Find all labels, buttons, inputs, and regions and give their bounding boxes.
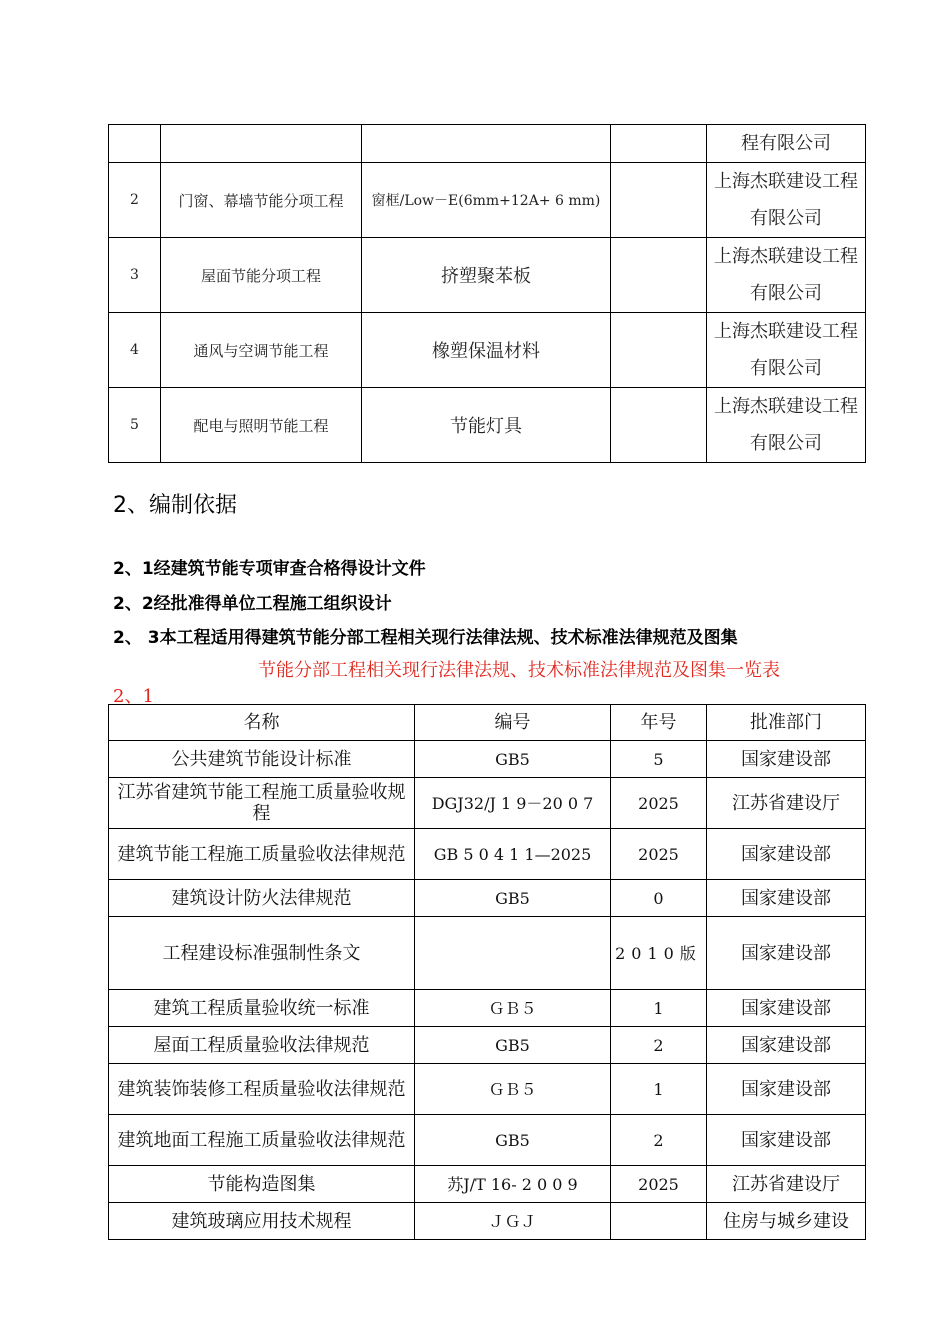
blank-cell [611,238,707,313]
table-row [109,1027,866,1064]
company-name: 上海杰联建设工程有限公司 [707,163,866,238]
subitem-name: 屋面节能分项工程 [161,238,362,313]
approval-dept: 国家建设部 [707,917,866,990]
energy-subitem-table [108,124,866,463]
company-name: 上海杰联建设工程有限公司 [707,388,866,463]
subitem-name: 门窗、幕墙节能分项工程 [161,163,362,238]
header-year: 年号 [611,705,707,741]
header-code: 编号 [415,705,611,741]
standard-name: 屋面工程质量验收法律规范 [109,1027,415,1064]
company-name: 上海杰联建设工程有限公司 [707,238,866,313]
table-row [109,1203,866,1240]
table-row [109,163,866,238]
blank-cell [611,163,707,238]
row-number: 2 [109,163,161,238]
standard-code [415,917,611,990]
standard-name: 公共建筑节能设计标准 [109,741,415,778]
row-number: 4 [109,313,161,388]
standard-name: 建筑工程质量验收统一标准 [109,990,415,1027]
standard-year: 0 [611,880,707,917]
standard-name: 建筑地面工程施工质量验收法律规范 [109,1115,415,1166]
table-row [109,990,866,1027]
standard-name: 节能构造图集 [109,1166,415,1203]
regulations-table [108,704,866,1240]
table-caption: 节能分部工程相关现行法律法规、技术标准法律规范及图集一览表 [258,660,780,681]
table-row [109,238,866,313]
standard-code: ＪＧＪ [415,1203,611,1240]
standard-year: 1 [611,990,707,1027]
approval-dept: 国家建设部 [707,741,866,778]
table-row [109,1115,866,1166]
subitem-name: 通风与空调节能工程 [161,313,362,388]
table-row [109,829,866,880]
table-row [109,313,866,388]
standard-year: 2025 [611,829,707,880]
table-row [109,1166,866,1203]
standard-name: 建筑节能工程施工质量验收法律规范 [109,829,415,880]
material-name: 橡塑保温材料 [362,313,611,388]
standard-name: 建筑设计防火法律规范 [109,880,415,917]
standard-year: 2 [611,1115,707,1166]
approval-dept: 国家建设部 [707,1064,866,1115]
basis-item-2: 2、2经批准得单位工程施工组织设计 [113,594,392,614]
table-row [109,388,866,463]
approval-dept: 国家建设部 [707,1027,866,1064]
table-header-row [109,705,866,741]
header-name: 名称 [109,705,415,741]
standard-name: 建筑玻璃应用技术规程 [109,1203,415,1240]
basis-item-3: 2、 3本工程适用得建筑节能分部工程相关现行法律法规、技术标准法律规范及图集 [113,628,738,648]
approval-dept: 江苏省建设厅 [707,778,866,829]
standard-code: ＧＢ５ [415,990,611,1027]
row-number [109,125,161,163]
approval-dept: 国家建设部 [707,829,866,880]
material-name: 窗框/Low－E(6mm+12A+ 6 mm) [362,163,611,238]
table-row [109,741,866,778]
standard-code: GB5 [415,741,611,778]
standard-year: 2 [611,1027,707,1064]
standard-code: GB5 [415,1115,611,1166]
table-row [109,1064,866,1115]
row-number: 3 [109,238,161,313]
standard-code: GB 5 0 4 1 1—2025 [415,829,611,880]
standard-code: ＧＢ５ [415,1064,611,1115]
section-heading: 2、编制依据 [113,493,237,518]
table-row [109,125,866,163]
blank-cell [611,313,707,388]
company-name: 程有限公司 [707,125,866,163]
material-name: 节能灯具 [362,388,611,463]
material-name [362,125,611,163]
approval-dept: 国家建设部 [707,1115,866,1166]
standard-code: GB5 [415,1027,611,1064]
standard-name: 江苏省建筑节能工程施工质量验收规程 [109,778,415,829]
standard-code: GB5 [415,880,611,917]
row-number: 5 [109,388,161,463]
subitem-name [161,125,362,163]
table-row [109,917,866,990]
basis-item-1: 2、1经建筑节能专项审查合格得设计文件 [113,559,426,579]
standard-year: 1 [611,1064,707,1115]
approval-dept: 住房与城乡建设 [707,1203,866,1240]
standard-name: 建筑装饰装修工程质量验收法律规范 [109,1064,415,1115]
standard-year: 2025 [611,1166,707,1203]
approval-dept: 江苏省建设厅 [707,1166,866,1203]
table-row [109,778,866,829]
table-number: 2、1 [113,686,154,707]
standard-name: 工程建设标准强制性条文 [109,917,415,990]
material-name: 挤塑聚苯板 [362,238,611,313]
standard-code: DGJ32/J 1 9－20 0 7 [415,778,611,829]
standard-code: 苏J/T 16- 2 0 0 9 [415,1166,611,1203]
standard-year: 5 [611,741,707,778]
standard-year: 2025 [611,778,707,829]
blank-cell [611,388,707,463]
approval-dept: 国家建设部 [707,990,866,1027]
approval-dept: 国家建设部 [707,880,866,917]
subitem-name: 配电与照明节能工程 [161,388,362,463]
company-name: 上海杰联建设工程有限公司 [707,313,866,388]
blank-cell [611,125,707,163]
table-row [109,880,866,917]
standard-year: 2010版 [611,917,707,990]
standard-year [611,1203,707,1240]
header-dept: 批准部门 [707,705,866,741]
